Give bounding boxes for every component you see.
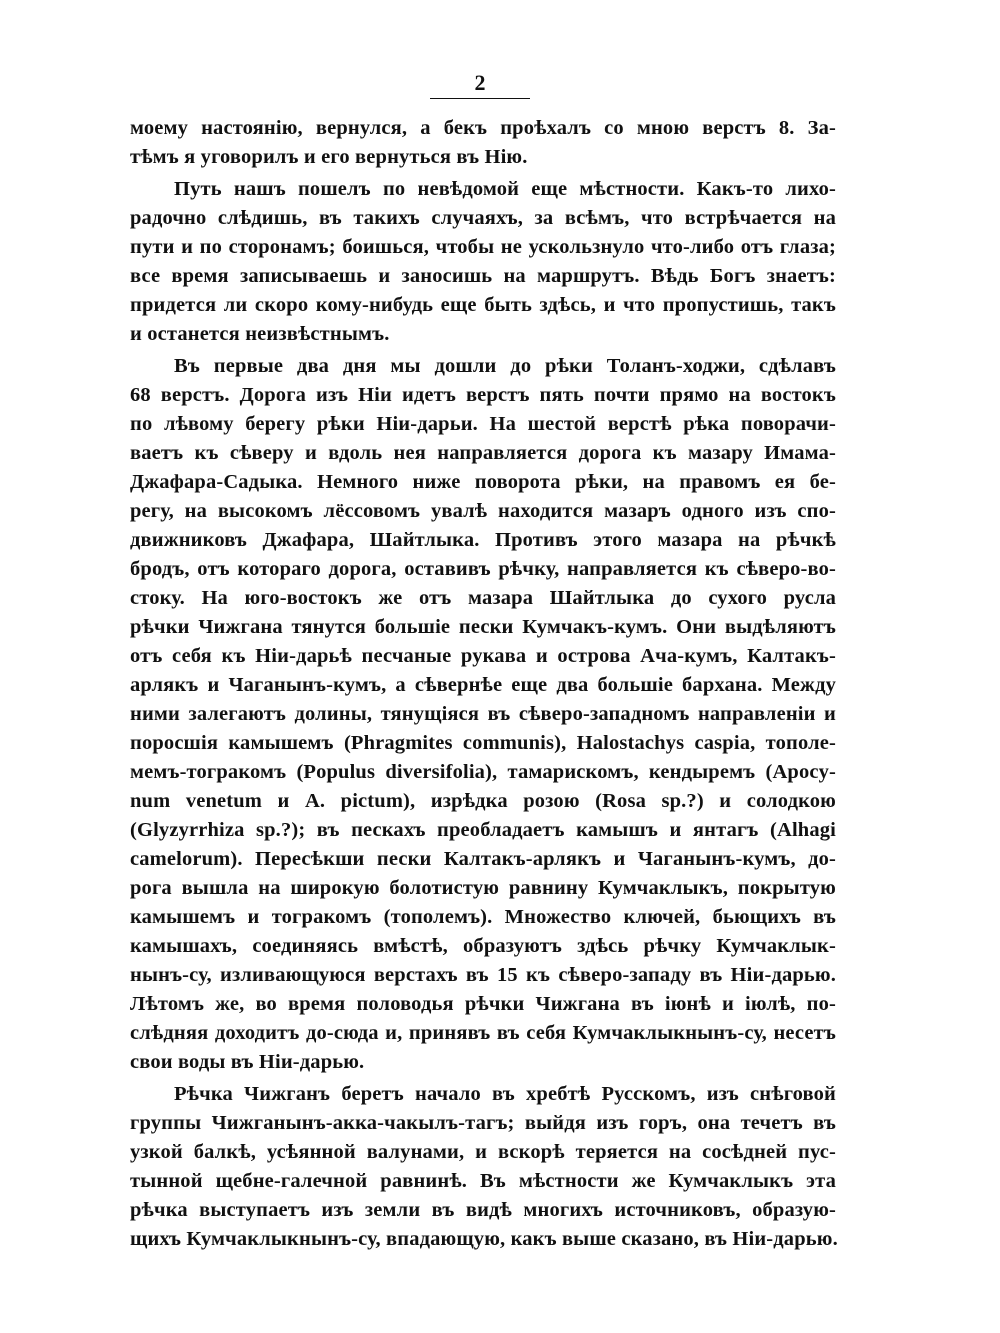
text-line: бродъ, отъ котораго дорога, оставивъ рѣчку, направляется къ сѣверо-во- — [130, 558, 836, 580]
body-text — [130, 114, 836, 1254]
text-line: стоку. На юго-востокъ же отъ мазара Шайтлыка до сухого русла — [130, 587, 836, 609]
text-line: мемъ-тогракомъ (Populus diversifolia), тамарискомъ, кендыремъ (Apocy- — [130, 761, 836, 783]
text-line: узкой балкѣ, усѣянной валунами, и вскорѣ теряется на сосѣдней пус- — [130, 1141, 836, 1163]
text-line: и останется неизвѣстнымъ. — [130, 323, 390, 345]
text-line: Въ первые два дня мы дошли до рѣки Толанъ-ходжи, сдѣлавъ — [174, 355, 836, 377]
text-line: группы Чижганынъ-акка-чакылъ-тагъ; выйдя изъ горъ, она течетъ въ — [130, 1112, 836, 1134]
text-line: Лѣтомъ же, во время половодья рѣчки Чижгана въ іюнѣ и іюлѣ, по- — [130, 993, 836, 1015]
text-line: пути и по сторонамъ; боишься, чтобы не ускользнуло что-либо отъ глаза; — [130, 236, 836, 258]
text-line: num venetum и A. pictum), изрѣдка розою (Rosa sp.?) и солодкою — [130, 790, 836, 812]
text-line: по лѣвому берегу рѣки Ніи-дарьи. На шестой верстѣ рѣка поворачи- — [130, 413, 836, 435]
text-line: регу, на высокомъ лёссовомъ увалѣ находится мазаръ одного изъ спо- — [130, 500, 836, 522]
text-line: ваетъ къ сѣверу и вдоль нея направляется дорога къ мазару Имама- — [130, 442, 836, 464]
text-line: камышахъ, соединяясь вмѣстѣ, образуютъ здѣсь рѣчку Кумчаклык- — [130, 935, 836, 957]
text-line: придется ли скоро кому-нибудь еще быть здѣсь, и что пропустишь, такъ — [130, 294, 836, 316]
text-line: камышемъ и тогракомъ (тополемъ). Множество ключей, бьющихъ въ — [130, 906, 836, 928]
text-line: моему настоянію, вернулся, а бекъ проѣхалъ со мною верстъ 8. За- — [130, 117, 836, 139]
text-line: арлякъ и Чаганынъ-кумъ, а сѣвернѣе еще два большіе бархана. Между — [130, 674, 836, 696]
text-line: рѣчки Чижгана тянутся большіе пески Кумчакъ-кумъ. Они выдѣляютъ — [130, 616, 836, 638]
text-line: отъ себя къ Ніи-дарьѣ песчаные рукава и острова Ача-кумъ, Калтакъ- — [130, 645, 836, 667]
paragraph-4 — [130, 1080, 836, 1254]
text-line: тѣмъ я уговорилъ и его вернуться въ Нію. — [130, 146, 528, 168]
text-line: рѣчка выступаетъ изъ земли въ видѣ многихъ источниковъ, образую- — [130, 1199, 836, 1221]
paragraph-3 — [130, 352, 836, 1077]
page-number: 2 — [474, 70, 486, 95]
paragraph-2 — [130, 175, 836, 349]
text-line: Джафара-Садыка. Немного ниже поворота рѣки, на правомъ ея бе- — [130, 471, 836, 493]
text-line: ними залегаютъ долины, тянущіяся въ сѣверо-западномъ направленіи и — [130, 703, 836, 725]
text-line: Рѣчка Чижганъ беретъ начало въ хребтѣ Русскомъ, изъ снѣговой — [174, 1083, 836, 1105]
text-line: тынной щебне-галечной равнинѣ. Въ мѣстности же Кумчаклыкъ эта — [130, 1170, 836, 1192]
text-line: слѣдняя доходитъ до-сюда и, принявъ въ себя Кумчаклыкнынъ-су, несетъ — [130, 1022, 836, 1044]
text-line: движниковъ Джафара, Шайтлыка. Противъ этого мазара на рѣчкѣ — [130, 529, 836, 551]
text-line: все время записываешь и заносишь на маршрутъ. Вѣдь Богъ знаетъ: — [130, 265, 836, 287]
text-line: свои воды въ Ніи-дарью. — [130, 1051, 365, 1073]
text-line: Путь нашъ пошелъ по невѣдомой еще мѣстности. Какъ-то лихо- — [174, 178, 836, 200]
text-line: щихъ Кумчаклыкнынъ-су, впадающую, какъ выше сказано, въ Ніи-дарью. — [130, 1228, 838, 1250]
text-line: camelorum). Пересѣкши пески Калтакъ-арлякъ и Чаганынъ-кумъ, до- — [130, 848, 836, 870]
page-number-rule — [430, 98, 530, 99]
text-line: рога вышла на широкую болотистую равнину Кумчаклыкъ, покрытую — [130, 877, 836, 899]
text-line: поросшія камышемъ (Phragmites communis), Halostachys caspia, тополе- — [130, 732, 836, 754]
text-line: радочно слѣдишь, въ такихъ случаяхъ, за всѣмъ, что встрѣчается на — [130, 207, 836, 229]
text-line: 68 верстъ. Дорога изъ Ніи идетъ верстъ пять почти прямо на востокъ — [130, 384, 836, 406]
paragraph-1 — [130, 114, 836, 172]
text-line: (Glyzyrrhiza sp.?); въ пескахъ преобладаетъ камышъ и янтагъ (Alhagi — [130, 819, 836, 841]
text-line: нынъ-су, изливающуюся верстахъ въ 15 къ сѣверо-западу въ Ніи-дарью. — [130, 964, 836, 986]
